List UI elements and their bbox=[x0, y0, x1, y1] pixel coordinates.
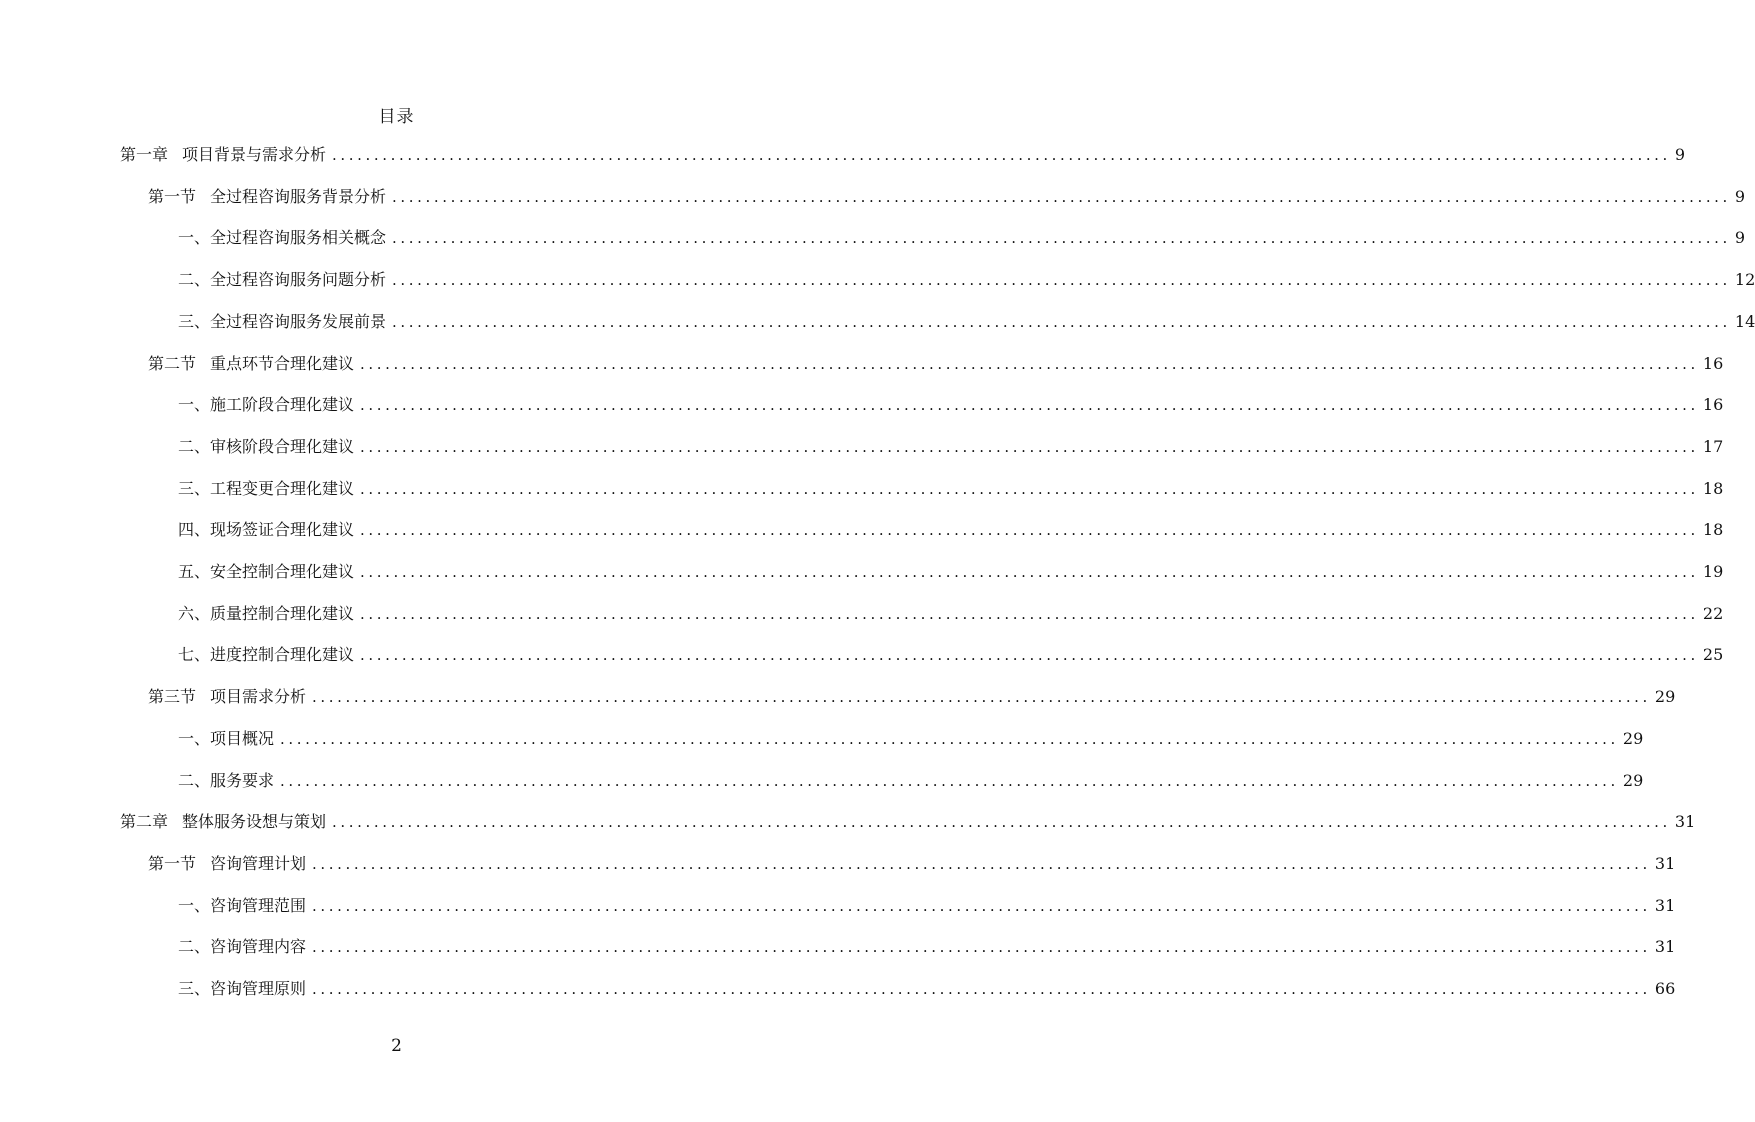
toc-entry-label bbox=[178, 891, 306, 921]
toc-entry-page-number: 25 bbox=[1702, 645, 1724, 665]
toc-entry-label bbox=[178, 766, 274, 796]
dot-leader: ................................................................................................................................................................ bbox=[392, 229, 1731, 248]
dot-leader: ................................................................................................................................................................ bbox=[392, 271, 1731, 290]
toc-entry-page-number: 22 bbox=[1702, 603, 1724, 623]
toc-entry-number: 第一章 bbox=[120, 145, 169, 164]
toc-entry[interactable] bbox=[178, 432, 1724, 462]
toc-entry-page-number: 66 bbox=[1654, 979, 1676, 998]
toc-entry-label bbox=[178, 515, 354, 545]
dot-leader: ................................................................................................................................................................ bbox=[360, 354, 1699, 373]
toc-entry[interactable] bbox=[120, 140, 1686, 170]
toc-entry-page-number: 31 bbox=[1654, 853, 1676, 873]
toc-entry-title: 三、全过程咨询服务发展前景 bbox=[178, 311, 387, 331]
toc-entry[interactable] bbox=[178, 724, 1644, 754]
toc-entry-title: 四、现场签证合理化建议 bbox=[178, 520, 355, 540]
page-title: 目录 bbox=[378, 107, 415, 127]
toc-entry-page-number: 29 bbox=[1622, 728, 1644, 748]
toc-entry-label bbox=[178, 474, 354, 504]
toc-entry-page-number: 9 bbox=[1734, 228, 1746, 248]
toc-entry-title: 咨询管理计划 bbox=[210, 853, 307, 873]
toc-entry-page-number: 9 bbox=[1674, 145, 1686, 164]
toc-entry-number: 第二章 bbox=[120, 812, 169, 832]
toc-entry-page-number: 29 bbox=[1622, 770, 1644, 790]
toc-entry[interactable] bbox=[178, 474, 1724, 504]
toc-entry[interactable] bbox=[178, 766, 1644, 796]
toc-entry[interactable] bbox=[178, 599, 1724, 629]
toc-entry[interactable] bbox=[148, 182, 1746, 212]
dot-leader: ................................................................................................................................................................ bbox=[280, 729, 1619, 748]
toc-entry-page-number: 14 bbox=[1734, 311, 1755, 331]
dot-leader: ................................................................................................................................................................ bbox=[280, 771, 1619, 790]
toc-entry[interactable] bbox=[148, 349, 1724, 379]
toc-entry-label bbox=[178, 390, 354, 420]
toc-entry-title: 一、项目概况 bbox=[178, 728, 275, 748]
toc-entry-page-number: 12 bbox=[1734, 270, 1755, 290]
toc-entry-title: 六、质量控制合理化建议 bbox=[178, 603, 355, 623]
toc-entry-title: 一、全过程咨询服务相关概念 bbox=[178, 228, 387, 248]
toc-entry[interactable] bbox=[178, 265, 1755, 295]
toc-entry-label bbox=[178, 432, 354, 462]
dot-leader: ................................................................................................................................................................ bbox=[312, 980, 1651, 998]
toc-entry-title: 一、咨询管理范围 bbox=[178, 895, 307, 915]
toc-entry-label bbox=[178, 724, 274, 754]
toc-entry[interactable] bbox=[120, 807, 1696, 837]
toc-entry-label bbox=[178, 932, 306, 962]
toc-entry-title: 二、审核阶段合理化建议 bbox=[178, 436, 355, 456]
dot-leader: ................................................................................................................................................................ bbox=[360, 479, 1699, 498]
dot-leader: ................................................................................................................................................................ bbox=[360, 396, 1699, 415]
toc-entry[interactable] bbox=[178, 223, 1746, 253]
toc-entry-title: 二、全过程咨询服务问题分析 bbox=[178, 270, 387, 290]
toc-entry-number: 第一节 bbox=[148, 853, 197, 873]
toc-entry-page-number: 18 bbox=[1702, 520, 1724, 540]
dot-leader: ................................................................................................................................................................ bbox=[360, 604, 1699, 623]
toc-entry-number: 第一节 bbox=[148, 186, 197, 206]
dot-leader: ................................................................................................................................................................ bbox=[312, 854, 1651, 873]
toc-entry-page-number: 19 bbox=[1702, 562, 1724, 581]
dot-leader: ................................................................................................................................................................ bbox=[332, 813, 1671, 832]
toc-entry[interactable] bbox=[178, 891, 1676, 921]
toc-entry-label bbox=[120, 140, 326, 170]
toc-entry[interactable] bbox=[178, 515, 1724, 545]
dot-leader: ................................................................................................................................................................ bbox=[392, 187, 1731, 206]
toc-entry[interactable] bbox=[178, 974, 1676, 1004]
toc-entry-label bbox=[178, 640, 354, 670]
toc-entry-title: 二、服务要求 bbox=[178, 770, 275, 790]
toc-entry-page-number: 31 bbox=[1674, 812, 1696, 832]
dot-leader: ................................................................................................................................................................ bbox=[392, 312, 1731, 331]
toc-entry-label bbox=[178, 265, 386, 295]
toc-entry-title: 全过程咨询服务背景分析 bbox=[210, 186, 387, 206]
toc-entry-label bbox=[148, 849, 306, 879]
toc-entry[interactable] bbox=[178, 640, 1724, 670]
toc-entry-page-number: 18 bbox=[1702, 478, 1724, 498]
toc-entry[interactable] bbox=[178, 557, 1724, 587]
toc-entry-title: 三、咨询管理原则 bbox=[178, 979, 307, 998]
toc-entry-label bbox=[178, 307, 386, 337]
dot-leader: ................................................................................................................................................................ bbox=[360, 437, 1699, 456]
toc-entry-title: 项目背景与需求分析 bbox=[182, 145, 327, 164]
toc-entry-page-number: 16 bbox=[1702, 395, 1724, 415]
toc-entry-page-number: 9 bbox=[1734, 186, 1746, 206]
dot-leader: ................................................................................................................................................................ bbox=[360, 646, 1699, 665]
toc-entry[interactable] bbox=[178, 390, 1724, 420]
page-number: 2 bbox=[391, 1036, 402, 1056]
toc-entry-page-number: 17 bbox=[1702, 436, 1724, 456]
dot-leader: ................................................................................................................................................................ bbox=[360, 563, 1699, 581]
toc-entry[interactable] bbox=[178, 932, 1676, 962]
toc-entry-label bbox=[178, 974, 306, 1004]
toc-entry[interactable] bbox=[148, 849, 1676, 879]
toc-entry-number: 第三节 bbox=[148, 687, 197, 707]
toc-entry-label bbox=[178, 599, 354, 629]
toc-entry-label bbox=[178, 557, 354, 587]
toc-entry-title: 七、进度控制合理化建议 bbox=[178, 645, 355, 665]
toc-entry-label bbox=[148, 682, 306, 712]
dot-leader: ................................................................................................................................................................ bbox=[312, 688, 1651, 707]
toc-entry-label bbox=[120, 807, 326, 837]
toc-entry-title: 重点环节合理化建议 bbox=[210, 353, 355, 373]
dot-leader: ................................................................................................................................................................ bbox=[312, 938, 1651, 957]
toc-entry-label bbox=[148, 182, 386, 212]
toc-entry-page-number: 31 bbox=[1654, 895, 1676, 915]
toc-entry-title: 二、咨询管理内容 bbox=[178, 937, 307, 957]
dot-leader: ................................................................................................................................................................ bbox=[312, 896, 1651, 915]
dot-leader: ................................................................................................................................................................ bbox=[360, 521, 1699, 540]
toc-entry-title: 一、施工阶段合理化建议 bbox=[178, 395, 355, 415]
toc-entry-title: 三、工程变更合理化建议 bbox=[178, 478, 355, 498]
toc-entry-page-number: 16 bbox=[1702, 353, 1724, 373]
dot-leader: ................................................................................................................................................................ bbox=[332, 146, 1671, 164]
toc-entry-title: 五、安全控制合理化建议 bbox=[178, 562, 355, 581]
toc-entry-number: 第二节 bbox=[148, 353, 197, 373]
toc-entry-label bbox=[148, 349, 354, 379]
toc-entry-label bbox=[178, 223, 386, 253]
toc-entry-page-number: 31 bbox=[1654, 937, 1676, 957]
toc-entry[interactable] bbox=[148, 682, 1676, 712]
toc-entry-title: 项目需求分析 bbox=[210, 687, 307, 707]
toc-entry-title: 整体服务设想与策划 bbox=[182, 812, 327, 832]
toc-entry[interactable] bbox=[178, 307, 1755, 337]
toc-entry-page-number: 29 bbox=[1654, 687, 1676, 707]
